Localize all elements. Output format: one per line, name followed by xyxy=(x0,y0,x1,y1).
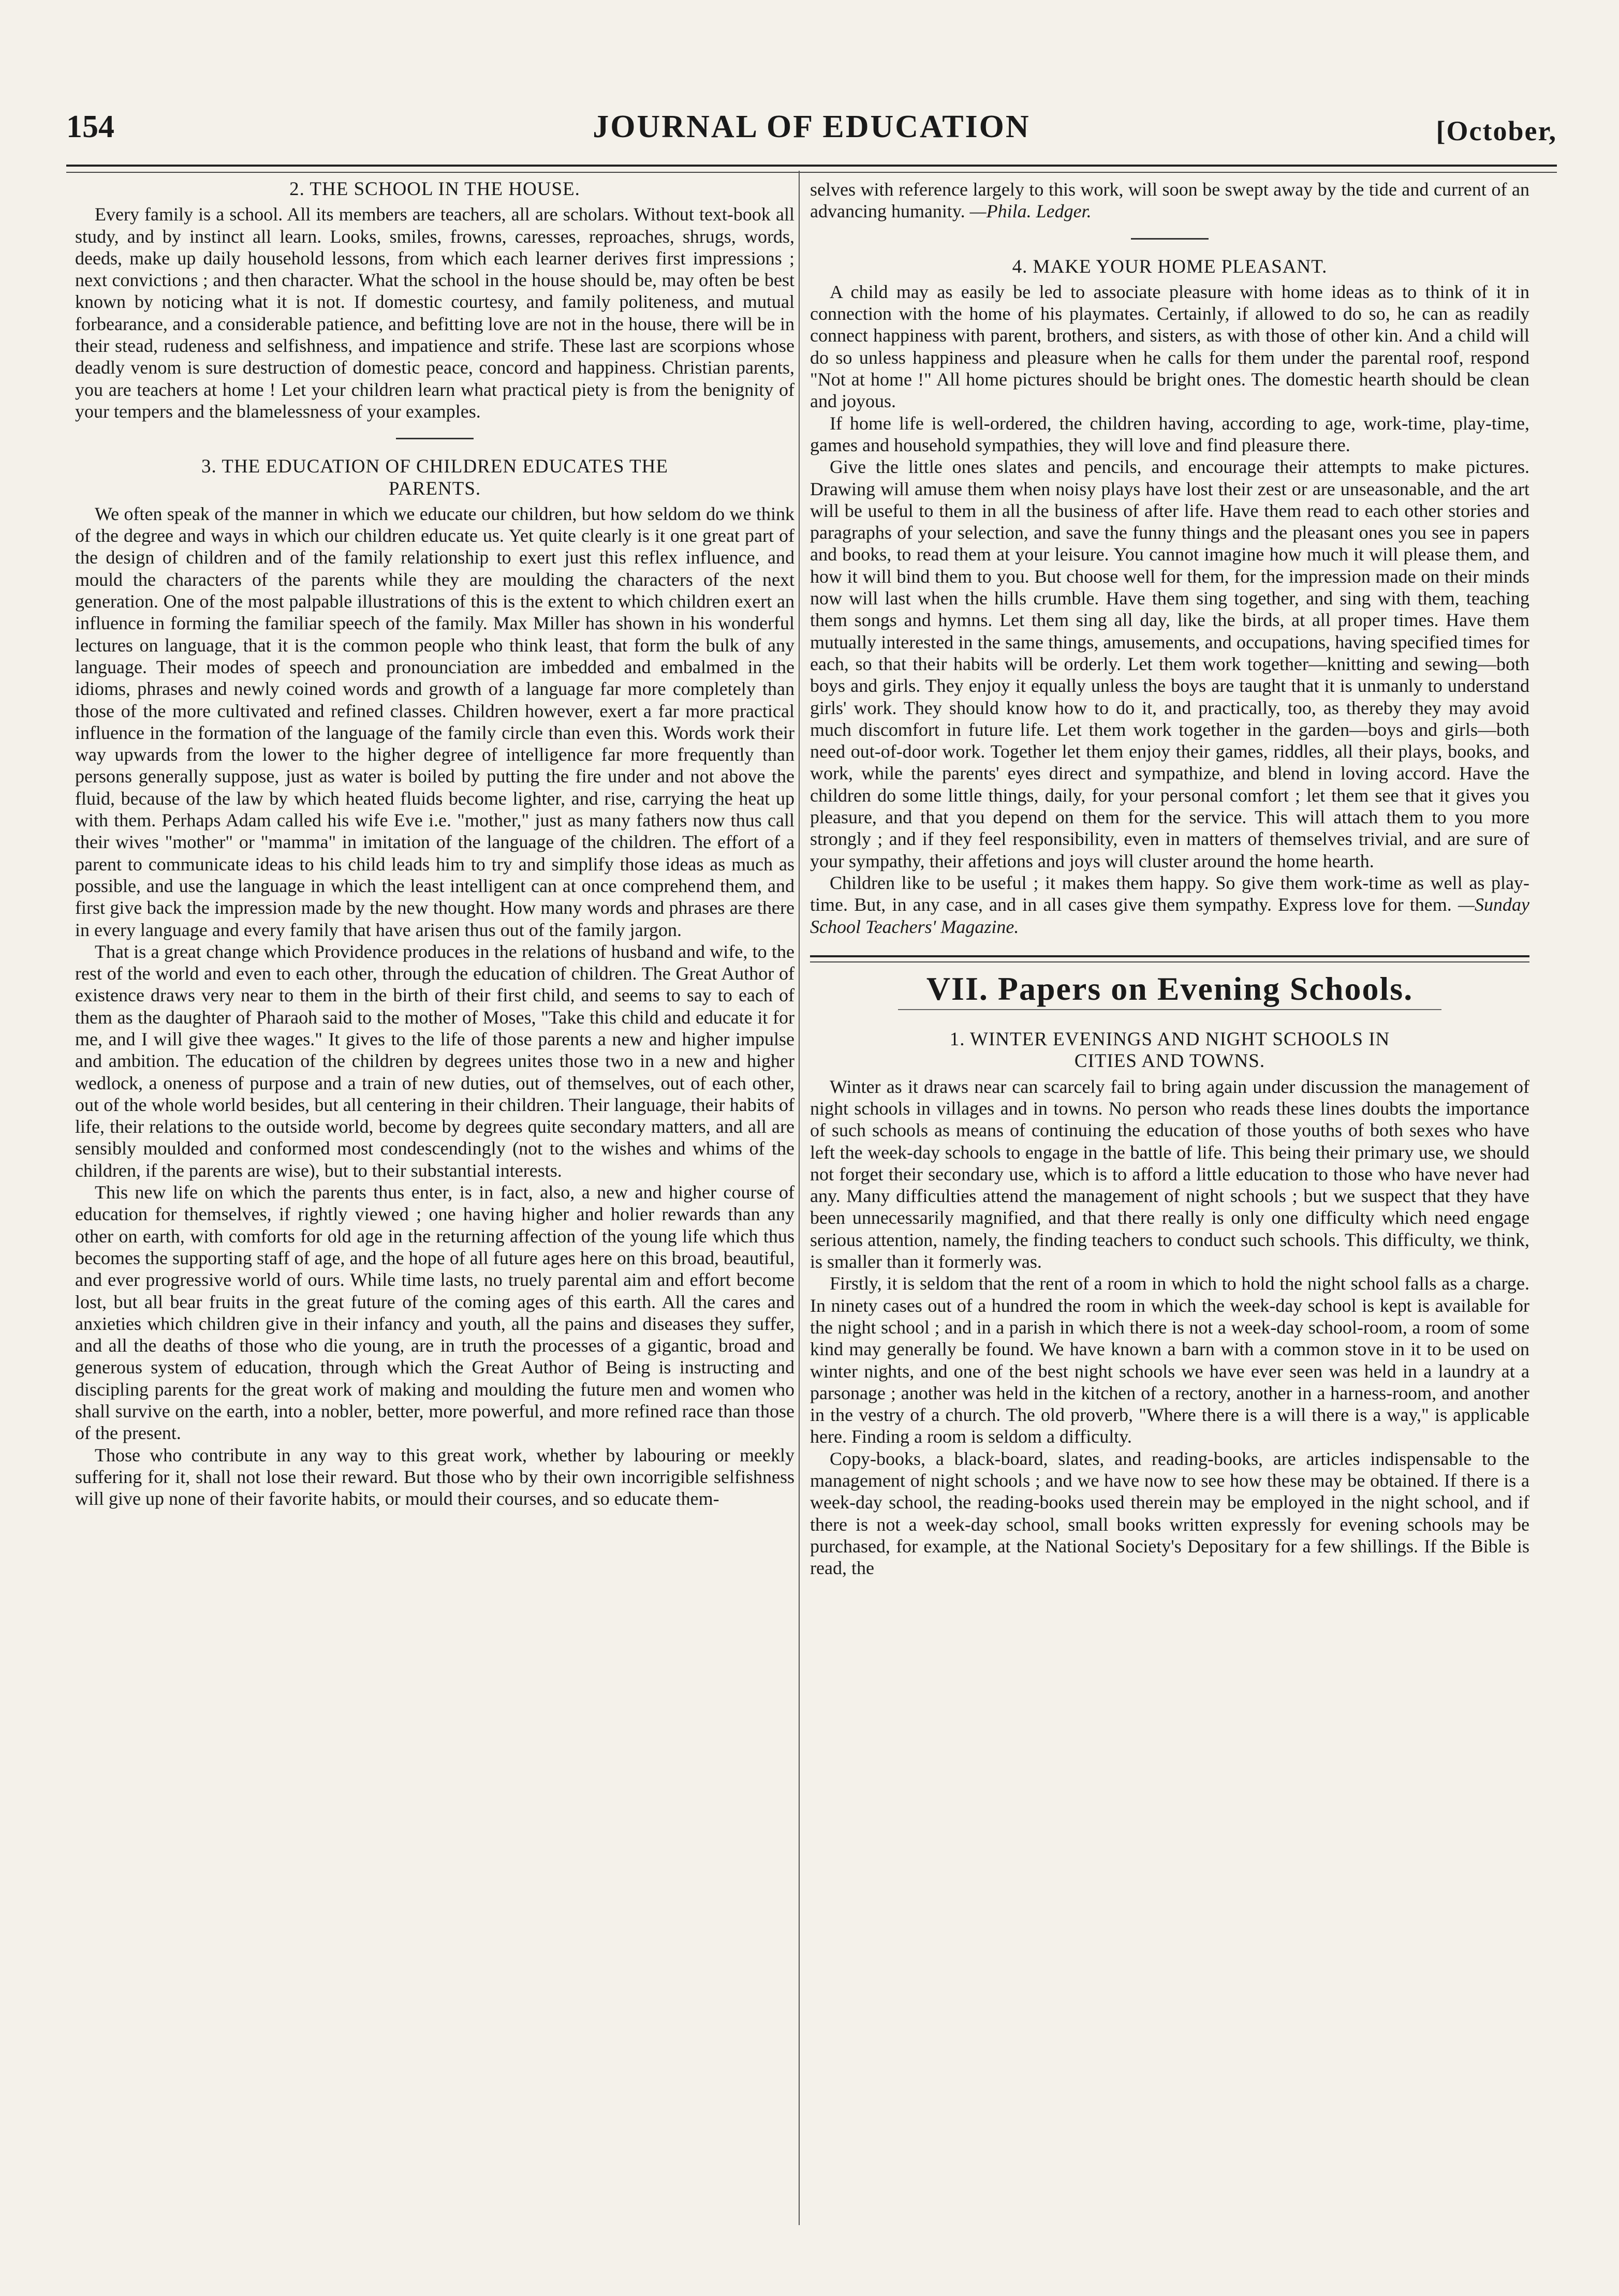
article-paragraph: Those who contribute in any way to this great work, whether by labouring or meekly suffering for it, shall not lose their reward. But those who by their own incorrigible selfishness will give up none of their favorite habits, or mould their courses, and so educate them- xyxy=(75,1444,794,1509)
journal-title: JOURNAL OF EDUCATION xyxy=(593,109,1031,144)
section-underline xyxy=(898,1009,1441,1010)
article-paragraph: Winter as it draws near can scarcely fail to bring again under discussion the management of night schools in villages and in towns. No person who reads these lines doubts the importance of such schools as means of continuing the education of those youths of both sexes who have left the week-day schools to engage in the battle of life. This being their primary use, we should not forget their secondary use, which is to afford a little education to those who have never had any. Many difficulties attend the management of night schools ; but we suspect that they have been unnecessarily magnified, and that there really is only one difficulty which need engage serious attention, namely, the finding teachers to conduct such schools. This difficulty, we think, is smaller than it formerly was. xyxy=(810,1076,1529,1272)
article-heading: 1. WINTER EVENINGS AND NIGHT SCHOOLS IN xyxy=(949,1029,1390,1050)
separator-rule xyxy=(1131,238,1209,240)
page-number: 154 xyxy=(66,109,114,144)
separator-rule xyxy=(396,438,474,439)
article-paragraph: We often speak of the manner in which we educate our children, but how seldom do we think of the degree and ways in which our children educate us. Yet quite clearly is it one great part of the design of children and of the family relationship to exert just this reflex influence, and mould the characters of the parents while they are moulding the characters of the next generation. One of the most palpable illustrations of this is the extent to which children exert an influence in forming the familiar speech of the family. Max Miller has shown in his wonderful lectures on language, that it is the common people who think least, that form the bulk of any language. Their modes of speech and pronounciation are imbedded and embalmed in the idioms, phrases and newly coined words and growth of a language far more completely than those of the more cultivated and refined classes. Children however, exert a far more practical influence in the formation of the language of the family circle than even this. Words work their way upwards from the lower to the higher degree of intelligence far more frequently than persons generally suppose, just as water is boiled by putting the fire under and not above the fluid, because of the law by which heated fluids become lighter, and rise, carrying the heat up with them. Perhaps Adam called his wife Eve i.e. "mother," just as many fathers now thus call their wives "mother" or "mamma" in imitation of the language of the children. The effort of a parent to communicate ideas to his child leads him to try and simplify those ideas as much as possible, and use the language in which the least intelligent can at once comprehend them, and first give back the impression made by the new thought. How many words and phrases are there in every language and every family that have arisen thus out of the family jargon. xyxy=(75,503,794,940)
article-paragraph: This new life on which the parents thus enter, is in fact, also, a new and higher course of education for themselves, if rightly viewed ; one having higher and holier rewards than any other on earth, with comforts for old age in the returning affection of the young life which thus becomes the supporting staff of age, and the hope of all future ages here on this broad, beautiful, and ever progressive world of ours. While time lasts, no truely parental aim and effort become lost, but all bear fruits in the great future of the coming ages of this earth. All the cares and anxieties which children give in their infancy and youth, all the pains and diseases they suffer, and all the deaths of those who die young, are in truth the processes of a gigantic, broad and generous system of education, through which the Great Author of Being is instructing and discipling parents for the great work of making and moulding the future men and women who shall survive on the earth, into a nobler, better, more powerful, and more refined race than those of the present. xyxy=(75,1182,794,1444)
paragraph-text: Children like to be useful ; it makes them happy. So give them work-time as well as play-time. But, in any case, and in all cases give them sympathy. Express love for them. xyxy=(810,872,1529,915)
continuation-source: —Phila. Ledger. xyxy=(969,201,1092,222)
article-heading-line2: CITIES AND TOWNS. xyxy=(1074,1050,1265,1072)
article-paragraph xyxy=(810,872,1529,938)
running-header xyxy=(66,103,1557,160)
article-paragraph: Copy-books, a black-board, slates, and reading-books, are articles indispensable to the management of night schools ; and we have now to see how these may be obtained. If there is a week-day school, the reading-books used therein may be employed in the night school, and if there is not a week-day school, small books written expressly for evening schools may be purchased, for example, at the National Society's Depositary for a few shillings. If the Bible is read, the xyxy=(810,1448,1529,1579)
article-heading-line2: PARENTS. xyxy=(388,478,481,499)
header-rule xyxy=(66,165,1557,167)
section-rule xyxy=(810,955,1529,957)
article-paragraph: That is a great change which Providence produces in the relations of husband and wife, to the rest of the world and even to each other, through the education of children. The Great Author of existence draws very near to them in the birth of their first child, and seems to say to each of them as the daughter of Pharaoh said to the mother of Moses, "Take this child and educate it for me, and I will give thee wages." It gives to the life of those parents a new and higher impulse and ambition. The education of the children by degrees unites those two in a new and higher wedlock, a oneness of purpose and a train of new duties, out of themselves, out of each other, out of the whole world besides, but all centering in their children. Their language, their habits of life, their relations to the outside world, become by degrees quite secondary matters, and all are sensibly moulded and conformed most condescendingly (not to the wishes and whims of the children, if the parents are wise), but to their substantial interests. xyxy=(75,941,794,1181)
article-heading: 4. MAKE YOUR HOME PLEASANT. xyxy=(1012,256,1328,277)
right-column xyxy=(810,179,1529,1579)
article-paragraph: If home life is well-ordered, the children having, according to age, work-time, play-time, games and household sympathies, they will love and find pleasure there. xyxy=(810,412,1529,455)
article-paragraph: Every family is a school. All its members are teachers, all are scholars. Without text-book all study, and by instinct all learn. Looks, smiles, frowns, caresses, reproaches, shrugs, words, deeds, make up daily household lessons, from which each learner derives first impressions ; next convictions ; and then character. What the school in the house should be, may often be best known by noticing what it is not. If domestic courtesy, and family politeness, and mutual forbearance, and a considerable patience, and befitting love are not in the house, there will be in their stead, rudeness and selfishness, and impatience and strife. These last are scorpions whose deadly venom is sure destruction of domestic peace, concord and happiness. Christian parents, you are teachers at home ! Let your children learn what practical piety is from the benignity of your tempers and the blamelessness of your examples. xyxy=(75,204,794,422)
article-paragraph: Firstly, it is seldom that the rent of a room in which to hold the night school falls as a charge. In ninety cases out of a hundred the room in which the week-day school is kept is available for the night school ; and in a parish in which there is not a week-day school-room, a room of some kind may generally be found. We have known a barn with a common stove in it to be used on winter nights, and one of the best night schools we have ever seen was held in a laundry at a parsonage ; another was held in the kitchen of a rectory, another in a harness-room, and another in the vestry of a church. The old proverb, "Where there is a will there is a way," is applicable here. Finding a room is seldom a difficulty. xyxy=(810,1273,1529,1447)
column-divider xyxy=(799,171,800,2225)
header-month: [October, xyxy=(1436,115,1557,146)
article-paragraph: A child may as easily be led to associate pleasure with home ideas as to think of it in connection with the home of his playmates. Certainly, if allowed to do so, he can as readily connect happiness with parent, brothers, and sisters, as with those of other kin. And a child will do so unless happiness and pleasure when he calls for them under the parental roof, respond "Not at home !" All home pictures should be bright ones. The domestic hearth should be clean and joyous. xyxy=(810,281,1529,412)
left-column xyxy=(75,179,794,1510)
header-rule-thin xyxy=(66,172,1557,173)
article-continuation xyxy=(810,179,1529,223)
article-source: —Sunday School Teachers' Magazine. xyxy=(810,894,1530,937)
article-heading: 2. THE SCHOOL IN THE HOUSE. xyxy=(289,179,580,200)
section-rule-thin xyxy=(810,961,1529,962)
continuation-text: selves with reference largely to this work, will soon be swept away by the tide and current of an advancing humanity. xyxy=(810,179,1529,222)
article-heading: 3. THE EDUCATION OF CHILDREN EDUCATES THE xyxy=(201,456,668,478)
section-title: VII. Papers on Evening Schools. xyxy=(926,970,1414,1007)
article-paragraph: Give the little ones slates and pencils, and encourage their attempts to make pictures. Drawing will amuse them when noisy plays have lost their zest or are unseasonable, and the art will be useful to them in all the business of after life. Have them read to each other stories and paragraphs of your selection, and save the funny things and the pleasant ones you see in papers and books, to read them at your leisure. You cannot imagine how much it will please them, and how it will bind them to you. But choose well for them, for the impression made on their minds now will last when the hills crumble. Have them sing together, and sing with them, teaching them songs and hymns. Let them sing all day, like the birds, at all proper times. Have them mutually interested in the same things, amusements, and occupations, having specified times for each, so that their habits will be orderly. Let them work together—knitting and sewing—both boys and girls. They enjoy it equally unless the boys are taught that it is unmanly to understand girls' work. They should know how to do it, and practically, too, as thereby they may avoid much discomfort in future life. Let them work together in the garden—boys and girls—both need out-of-door work. Together let them enjoy their games, riddles, all their plays, books, and work, while the parents' eyes direct and sympathize, and blend in loving accord. Have the children do some little things, daily, for your personal comfort ; let them see that it gives you pleasure, and that you depend on them for the service. This will attach them to you more strongly ; and if they feel responsibility, even in matters of themselves trivial, and are sure of your sympathy, their affetions and joys will cluster around the home hearth. xyxy=(810,456,1529,871)
